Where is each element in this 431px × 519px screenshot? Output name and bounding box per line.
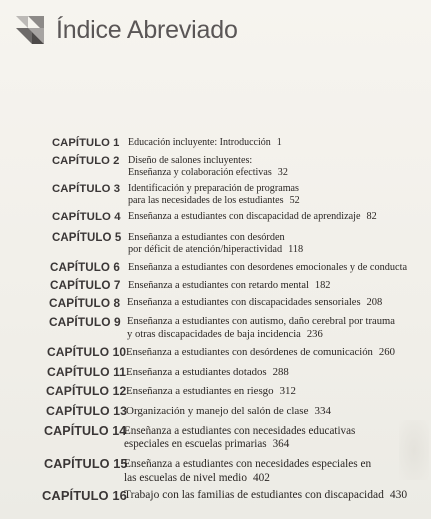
page-number: 82: [366, 211, 377, 222]
chapter-title: [128, 211, 428, 223]
chapter-label: CAPÍTULO 15: [44, 457, 128, 471]
chapter-title-line: Enseñanza a estudiantes con discapacidades sensoriales 208: [127, 297, 383, 308]
chapter-title: [126, 405, 428, 418]
chapter-title-line: Organización y manejo del salón de clase 334: [126, 405, 331, 417]
chapter-title-line: y otras discapacidades de baja incidencia 236: [127, 328, 323, 340]
page-number: 402: [252, 471, 270, 484]
chapter-label: CAPÍTULO 4: [52, 211, 121, 223]
chapter-title: [128, 280, 428, 292]
chapter-label: CAPÍTULO 5: [52, 232, 122, 244]
chapter-label: CAPÍTULO 14: [44, 424, 127, 438]
chapter-label: CAPÍTULO 13: [46, 404, 128, 418]
chapter-title-line: Educación incluyente: Introducción 1: [128, 137, 282, 148]
chapter-title-line: Enseñanza a estudiantes con desórdenes de comunicación 260: [126, 346, 395, 358]
page-number: 32: [277, 167, 288, 179]
page-number: 364: [272, 438, 290, 451]
chapter-title-line: Enseñanza a estudiantes con discapacidad de aprendizaje 82: [128, 211, 377, 222]
page-number: 1: [276, 137, 282, 148]
chapter-title-line: para las necesidades de los estudiantes 52: [128, 195, 300, 207]
chapter-title: [126, 366, 428, 379]
page-number: 334: [314, 405, 331, 417]
chapter-title: [124, 458, 428, 485]
chapter-label: CAPÍTULO 12: [46, 384, 127, 398]
chapter-title: [124, 489, 428, 503]
page-number: 182: [314, 280, 331, 291]
page-number: 208: [366, 297, 383, 308]
chapter-title-line: Diseño de salones incluyentes:: [128, 155, 253, 166]
chapter-title-line: Enseñanza a estudiantes con desórden: [128, 232, 285, 243]
chapter-label: CAPÍTULO 6: [50, 261, 120, 274]
chapter-label: CAPÍTULO 11: [47, 365, 127, 379]
chapter-title-line: especiales en escuelas primarias 364: [124, 438, 290, 451]
page-title: Índice Abreviado: [56, 16, 238, 44]
page-number: 118: [288, 244, 304, 256]
page-number: 288: [272, 366, 289, 378]
chapter-title-line: Enseñanza a estudiantes con autismo, daño cerebral por trauma: [127, 316, 395, 327]
chapter-label: CAPÍTULO 16: [42, 488, 127, 503]
stacked-triangles-logo-icon: [14, 14, 46, 46]
chapter-label: CAPÍTULO 2: [52, 155, 120, 167]
chapter-title: [128, 232, 428, 257]
chapter-title-line: Identificación y preparación de programas: [128, 183, 299, 194]
chapter-label: CAPÍTULO 10: [47, 345, 127, 359]
page-number: 236: [306, 328, 323, 340]
chapter-title: [128, 183, 428, 207]
chapter-title: [124, 425, 428, 452]
chapter-title-line: por déficit de atención/hiperactividad 118: [128, 244, 304, 256]
chapter-title: [128, 137, 428, 149]
chapter-label: CAPÍTULO 9: [49, 315, 121, 329]
chapter-title-line: Enseñanza a estudiantes con retardo mental 182: [128, 280, 331, 291]
chapter-title: [128, 155, 428, 179]
chapter-title-line: Enseñanza a estudiantes en riesgo 312: [126, 385, 296, 397]
page-number: 430: [389, 489, 408, 501]
chapter-label: CAPÍTULO 1: [52, 137, 120, 149]
chapter-title-line: Enseñanza a estudiantes con necesidades educativas: [124, 425, 356, 437]
chapter-title-line: Enseñanza a estudiantes con necesidades especiales en: [124, 458, 372, 470]
chapter-title: [127, 297, 428, 310]
chapter-title: [126, 346, 428, 359]
chapter-label: CAPÍTULO 7: [50, 279, 121, 292]
chapter-title-line: Enseñanza a estudiantes dotados 288: [126, 366, 289, 378]
chapter-title: [126, 385, 428, 398]
chapter-label: CAPÍTULO 3: [52, 183, 121, 195]
page-number: 52: [289, 195, 300, 207]
chapter-label: CAPÍTULO 8: [49, 296, 121, 310]
chapter-title-line: Enseñanza a estudiantes con desordenes emocionales y de conducta: [128, 262, 408, 273]
page-number: 260: [378, 346, 395, 358]
chapter-title-line: Enseñanza y colaboración efectivas 32: [128, 167, 288, 179]
page-shadow: [399, 420, 429, 480]
chapter-title-line: Trabajo con las familias de estudiantes con discapacidad 430: [124, 489, 408, 501]
chapter-title: [128, 262, 428, 274]
chapter-title: [127, 316, 428, 341]
page-number: 312: [279, 385, 296, 397]
chapter-title-line: las escuelas de nivel medio 402: [124, 471, 270, 484]
